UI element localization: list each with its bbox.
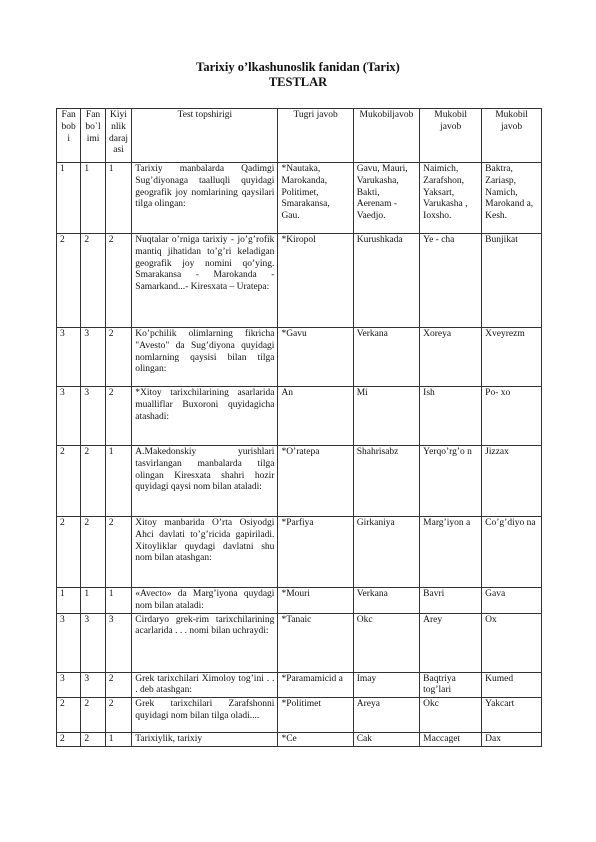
page-subtitle: TESTLAR — [268, 75, 328, 89]
table-row — [57, 446, 542, 517]
table-cell-number: 2 — [81, 446, 105, 517]
table-cell-answer: Cak — [353, 733, 419, 747]
table-cell-number: 3 — [105, 613, 132, 672]
table-header-row — [57, 109, 542, 163]
table-row — [57, 328, 542, 387]
table-cell-number: 2 — [57, 234, 81, 328]
table-row — [57, 672, 542, 698]
table-cell-answer: Naimich, Zarafshon, Yaksart, Varukasha , Ioxsho. — [420, 163, 482, 234]
table-cell-answer: Po- xo — [482, 387, 542, 446]
table-cell-number: 3 — [81, 613, 105, 672]
table-row — [57, 163, 542, 234]
column-header: Fan bo`l imi — [81, 109, 105, 163]
table-cell-answer: Okc — [353, 613, 419, 672]
table-row — [57, 698, 542, 733]
table-cell-number: 1 — [81, 588, 105, 614]
table-cell-number: 3 — [81, 328, 105, 387]
table-cell-number: 2 — [105, 328, 132, 387]
table-cell-answer: Co’g’diyo na — [482, 517, 542, 588]
table-cell-question: Cirdaryo grek-rim tarixchilarining acarlarida . . . nomi bilan uchraydi: — [132, 613, 278, 672]
table-cell-question: Grek tarixchilari Ximoloy tog’ini . . . deb atashgan: — [132, 672, 278, 698]
table-cell-answer: Verkana — [353, 328, 419, 387]
table-cell-answer: Xveyrezm — [482, 328, 542, 387]
table-cell-answer: *Gavu — [278, 328, 353, 387]
table-cell-number: 1 — [81, 163, 105, 234]
table-row — [57, 517, 542, 588]
table-cell-number: 3 — [57, 328, 81, 387]
table-cell-answer: Yakcart — [482, 698, 542, 733]
table-cell-number: 2 — [57, 698, 81, 733]
table-cell-number: 1 — [105, 446, 132, 517]
column-header: Fan bob i — [57, 109, 81, 163]
table-cell-question: Tarixiy manbalarda Qadimgi Sug’diyonaga taalluqli quyidagi geografik joy nomlarining qaysilari tilga olingan: — [132, 163, 278, 234]
table-cell-answer: Dax — [482, 733, 542, 747]
table-cell-answer: *Ce — [278, 733, 353, 747]
tests-table — [56, 108, 542, 747]
column-header: Mukobil javob — [482, 109, 542, 163]
table-cell-answer: *Kiropol — [278, 234, 353, 328]
table-cell-question: Grek tarixchilari Zarafshonni quyidagi nom bilan tilga oladi.... — [132, 698, 278, 733]
table-cell-answer: Baktra, Zariasp, Namich, Marokand a, Kesh. — [482, 163, 542, 234]
table-cell-question: Tarixiylik, tarixiy — [132, 733, 278, 747]
table-cell-answer: Kumed — [482, 672, 542, 698]
table-cell-number: 2 — [81, 698, 105, 733]
table-cell-answer: Verkana — [353, 588, 419, 614]
table-cell-number: 2 — [105, 387, 132, 446]
table-cell-question: *Xitoy tarixchilarining asarlarida mualliflar Buxoroni quyidagicha atashadi: — [132, 387, 278, 446]
column-header: Tugri javob — [278, 109, 353, 163]
table-cell-answer: Yerqo’rg’o n — [420, 446, 482, 517]
table-cell-answer: Girkaniya — [353, 517, 419, 588]
table-cell-answer: Maccaget — [420, 733, 482, 747]
table-cell-answer: Bunjikat — [482, 234, 542, 328]
table-cell-number: 2 — [57, 446, 81, 517]
table-cell-answer: Gavu, Mauri, Varukasha, Bakti, Aerenam - Vaedjo. — [353, 163, 419, 234]
column-header: Test topshirigi — [132, 109, 278, 163]
page-title: Tarixiy o’lkashunoslik fanidan (Tarix) — [196, 60, 400, 74]
table-cell-answer: *Nautaka, Marokanda, Politimet, Smarakansa, Gau. — [278, 163, 353, 234]
table-cell-number: 2 — [105, 698, 132, 733]
table-cell-answer: Arey — [420, 613, 482, 672]
table-cell-question: Nuqtalar o’rniga tarixiy - jo’g’rofik mantiq jihatidan to’g’ri keladigan geografik joy nomini qo’ying. Smarakansa - Marokanda - Samarkand...- Kiresxata – Uratepa: — [132, 234, 278, 328]
table-cell-number: 2 — [81, 733, 105, 747]
table-cell-question: Ko’pchilik olimlarning fikricha "Avesto" da Sug’diyona quyidagi nomlarning qaysisi bilan tilga olingan: — [132, 328, 278, 387]
table-cell-number: 2 — [105, 234, 132, 328]
table-cell-number: 2 — [57, 733, 81, 747]
table-cell-answer: Bavri — [420, 588, 482, 614]
table-cell-answer: Ish — [420, 387, 482, 446]
table-cell-answer: Shahrisabz — [353, 446, 419, 517]
table-row — [57, 387, 542, 446]
table-cell-number: 3 — [57, 672, 81, 698]
table-cell-question: A.Makedonskiy yurishlari tasvirlangan manbalarda tilga olingan Kiresxata shahri hozir quyidagi qaysi nom bilan ataladi: — [132, 446, 278, 517]
table-cell-number: 2 — [105, 672, 132, 698]
table-cell-number: 1 — [57, 163, 81, 234]
table-cell-answer: An — [278, 387, 353, 446]
table-cell-number: 3 — [81, 672, 105, 698]
table-cell-answer: Ye - cha — [420, 234, 482, 328]
table-cell-number: 3 — [81, 387, 105, 446]
table-cell-number: 3 — [57, 613, 81, 672]
column-header: Mukobiljavob — [353, 109, 419, 163]
table-cell-answer: Gava — [482, 588, 542, 614]
table-cell-answer: *Mouri — [278, 588, 353, 614]
table-cell-question: Xitoy manbarida O’rta Osiyodgi Ahci davlati to’g’ricida gapiriladi. Xitoyliklar quydagi davlatni shu nom bilan atashgan: — [132, 517, 278, 588]
column-header: Kiyi nlik daraj asi — [105, 109, 132, 163]
table-cell-number: 2 — [81, 234, 105, 328]
table-cell-answer: Baqtriya tog’lari — [420, 672, 482, 698]
table-row — [57, 588, 542, 614]
table-cell-answer: Marg’iyon a — [420, 517, 482, 588]
table-cell-answer: *Parfiya — [278, 517, 353, 588]
table-cell-answer: Mi — [353, 387, 419, 446]
table-cell-answer: *Politimet — [278, 698, 353, 733]
table-cell-answer: Areya — [353, 698, 419, 733]
table-cell-answer: *Tanaic — [278, 613, 353, 672]
table-cell-question: «Avecto» da Marg’iyona quydagi nom bilan ataladi: — [132, 588, 278, 614]
table-cell-answer: Okc — [420, 698, 482, 733]
table-row — [57, 234, 542, 328]
table-cell-number: 2 — [81, 517, 105, 588]
table-cell-number: 1 — [105, 588, 132, 614]
table-cell-number: 2 — [57, 517, 81, 588]
table-cell-number: 3 — [57, 387, 81, 446]
table-cell-answer: Ox — [482, 613, 542, 672]
table-cell-number: 1 — [57, 588, 81, 614]
table-cell-answer: Xoreya — [420, 328, 482, 387]
table-row — [57, 733, 542, 747]
table-cell-answer: Kurushkada — [353, 234, 419, 328]
column-header: Mukobil javob — [420, 109, 482, 163]
table-cell-answer: *Paramamicid a — [278, 672, 353, 698]
table-cell-number: 1 — [105, 163, 132, 234]
table-cell-number: 2 — [105, 517, 132, 588]
table-cell-number: 1 — [105, 733, 132, 747]
table-cell-answer: Imay — [353, 672, 419, 698]
table-row — [57, 613, 542, 672]
table-cell-answer: *O’ratepa — [278, 446, 353, 517]
table-cell-answer: Jizzax — [482, 446, 542, 517]
